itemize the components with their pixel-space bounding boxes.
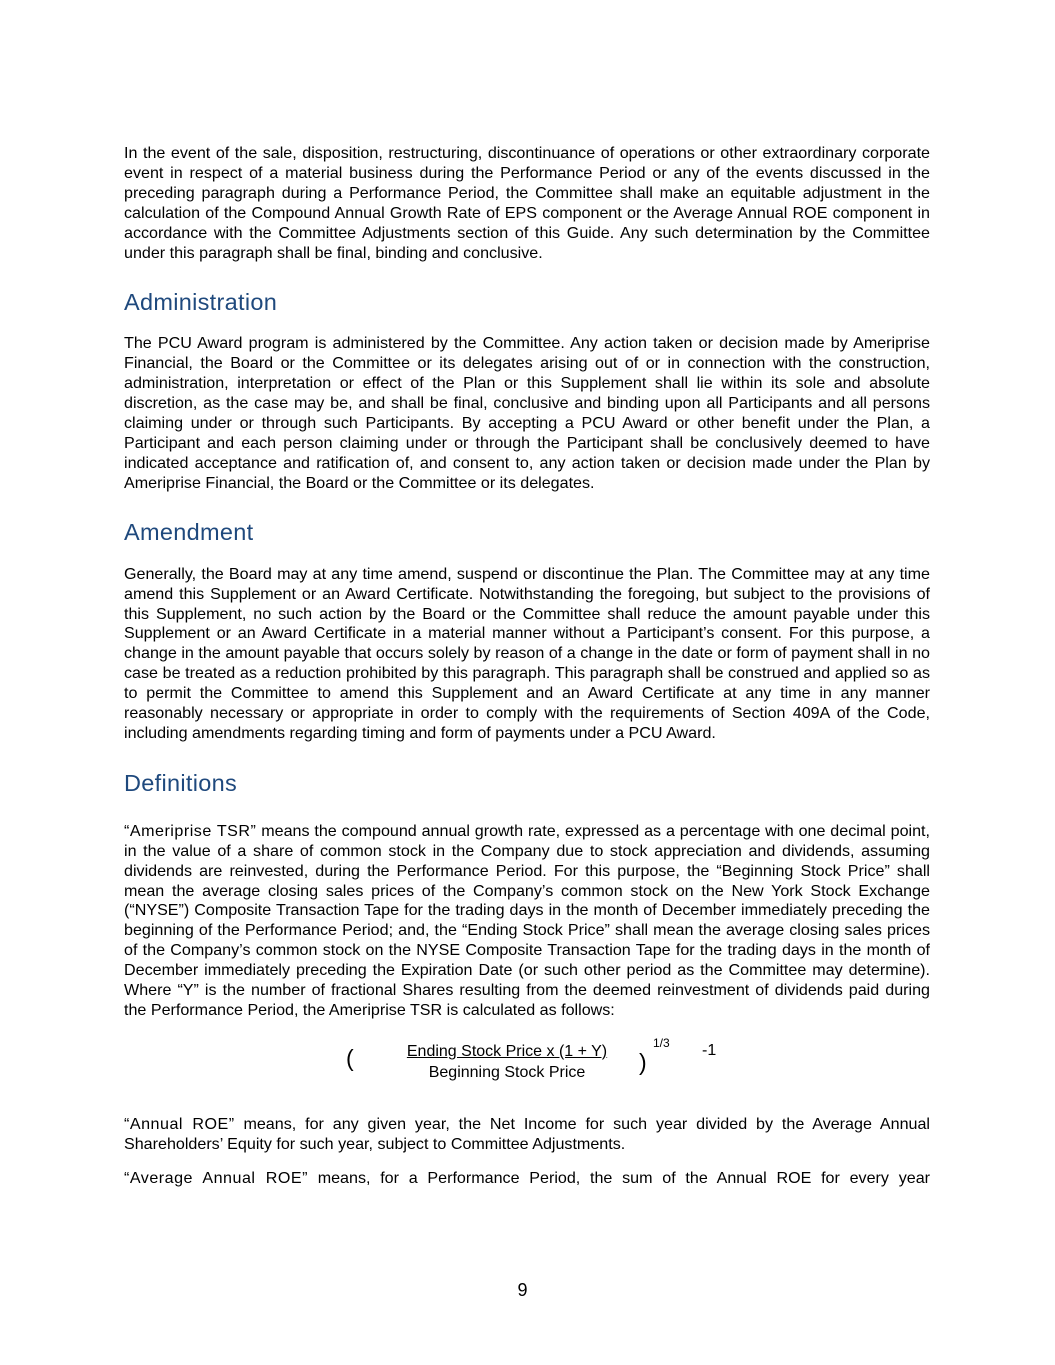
formula-numerator: Ending Stock Price x (1 + Y) [406, 1042, 608, 1060]
formula-fraction [394, 1041, 620, 1084]
document-page [124, 144, 930, 1189]
tsr-formula [124, 1035, 930, 1101]
formula-right-paren: ) [639, 1048, 647, 1075]
annual-roe-text: means, for any given year, the Net Income for such year divided by the Average Annual Shareholders’ Equity for such year, subject to Committee Adjustments. [124, 1114, 930, 1153]
intro-paragraph: In the event of the sale, disposition, restructuring, discontinuance of operations or other extraordinary corporate event in respect of a material business during the Performance Period or any of the events discussed in the preceding paragraph during a Performance Period, the Committee shall make an equitable adjustment in the calculation of the Compound Annual Growth Rate of EPS component or the Average Annual ROE component in accordance with the Committee Adjustments section of this Guide. Any such determination by the Committee under this paragraph shall be final, binding and conclusive. [124, 144, 930, 262]
average-annual-roe-text: means, for a Performance Period, the sum of the Annual ROE for every year [307, 1168, 931, 1187]
formula-exponent: 1/3 [653, 1035, 670, 1050]
ameriprise-tsr-text: means the compound annual growth rate, expressed as a percentage with one decimal point, in the value of a share of common stock in the Company due to stock appreciation and dividends, assuming dividends are reinvested, during the Performance Period. For this purpose, the “Beginning Stock Price” shall mean the average closing sales prices of the Company’s common stock on the New York Stock Exchange (“NYSE”) Composite Transaction Tape for the trading days in the month of December immediately preceding the beginning of the Performance Period; and, the “Ending Stock Price” shall mean the average closing sales prices of the Company’s common stock on the NYSE Composite Transaction Tape for the trading days in the month of December immediately preceding the Expiration Date (or such other period as the Committee may determine). Where “Y” is the number of fractional Shares resulting from the deemed reinvestment of dividends paid during the Performance Period, the Ameriprise TSR is calculated as follows: [124, 821, 930, 1019]
formula-minus-one: -1 [702, 1041, 717, 1059]
annual-roe-term: “Annual ROE” [124, 1114, 235, 1133]
definitions-heading: Definitions [124, 769, 238, 796]
amendment-heading: Amendment [124, 518, 254, 545]
administration-heading: Administration [124, 289, 278, 316]
ameriprise-tsr-definition [124, 822, 930, 1021]
page-number: 9 [517, 1280, 528, 1300]
ameriprise-tsr-term: “Ameriprise TSR” [124, 821, 257, 840]
amendment-paragraph: Generally, the Board may at any time amend, suspend or discontinue the Plan. The Committee may at any time amend this Supplement or an Award Certificate. Notwithstanding the foregoing, but subject to the provisions of this Supplement, no such action by the Board or the Committee shall reduce the amount payable under this Supplement or an Award Certificate in a material manner without a Participant’s consent. For this purpose, a change in the amount payable that occurs solely by reason of a change in the date or form of payment shall in no case be treated as a reduction prohibited by this paragraph. This paragraph shall be construed and applied so as to permit the Committee to amend this Supplement and an Award Certificate at any time in any manner reasonably necessary or appropriate in order to comply with the requirements of Section 409A of the Code, including amendments regarding timing and form of payments under a PCU Award. [124, 564, 930, 742]
administration-paragraph: The PCU Award program is administered by the Committee. Any action taken or decision made by Ameriprise Financial, the Board or the Committee or its delegates arising out of or in connection with the construction, administration, interpretation or effect of the Plan or this Supplement shall lie within its sole and absolute discretion, as the case may be, and shall be final, conclusive and binding upon all Participants and all persons claiming under or through such Participants. By accepting a PCU Award or other benefit under the Plan, a Participant and each person claiming under or through the Participant shall be conclusively deemed to have indicated acceptance and ratification of, and consent to, any action taken or decision made under the Plan by Ameriprise Financial, the Board or the Committee or its delegates. [124, 334, 930, 492]
average-annual-roe-term: “Average Annual ROE” [124, 1168, 308, 1187]
average-annual-roe-definition [124, 1169, 930, 1189]
formula-denominator: Beginning Stock Price [428, 1063, 586, 1081]
annual-roe-definition [124, 1115, 930, 1155]
formula-left-paren: ( [346, 1044, 354, 1071]
